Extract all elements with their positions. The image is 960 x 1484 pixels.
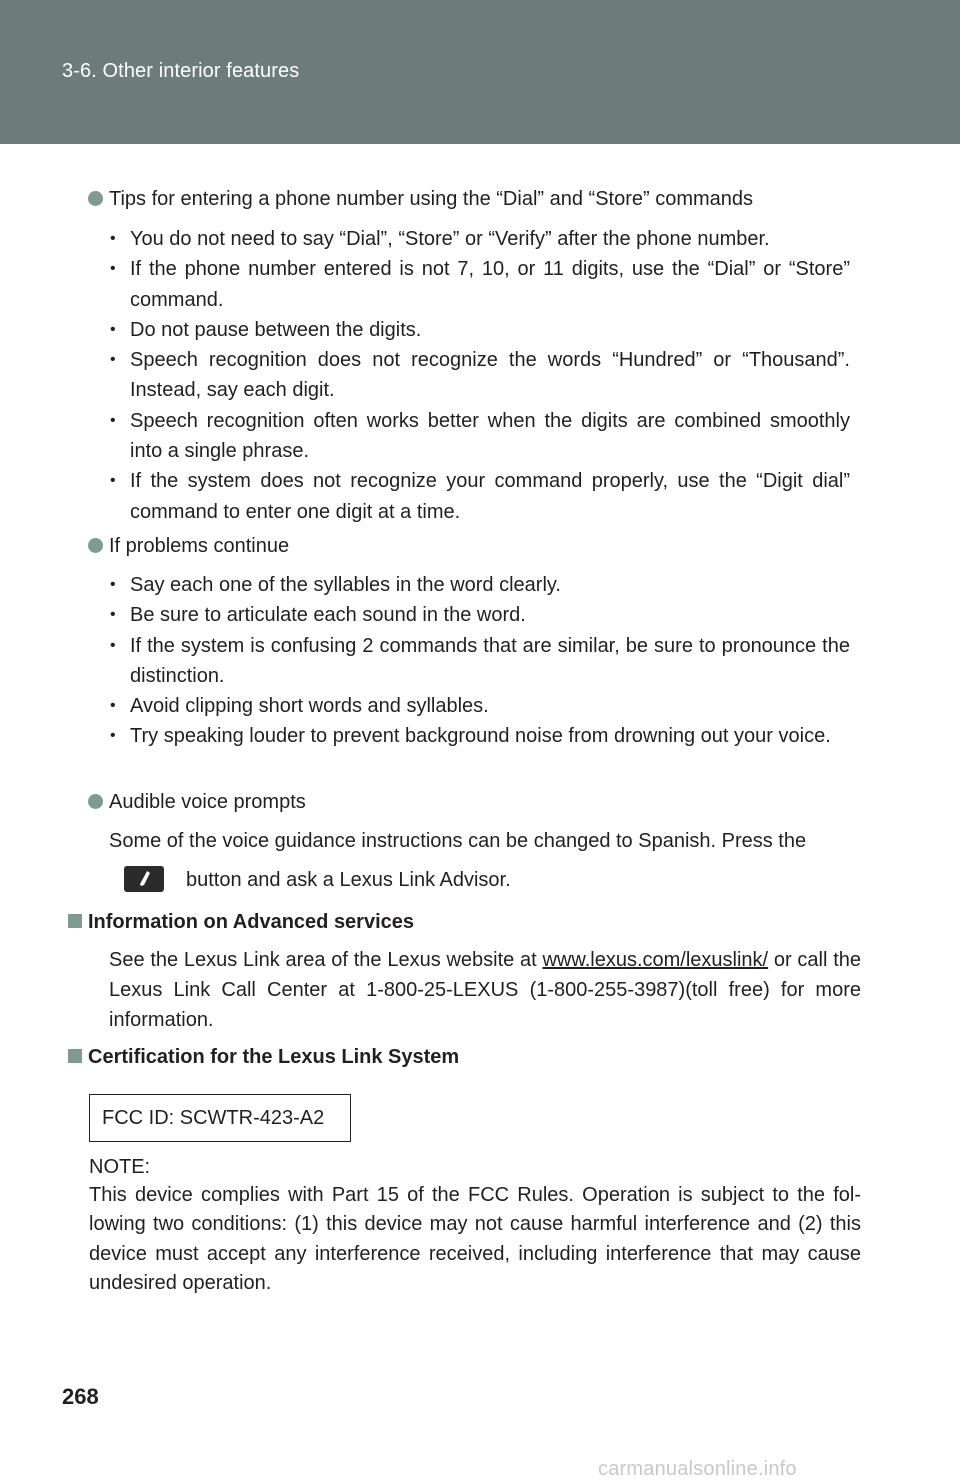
section-certification-heading-text: Certification for the Lexus Link System bbox=[88, 1046, 460, 1068]
section-tips-heading bbox=[88, 184, 753, 214]
watermark: carmanualsonline.info bbox=[598, 1458, 797, 1480]
list-item: • If the system does not recognize your command properly, use the “Digit dial” command to enter one digit at a time. bbox=[110, 466, 850, 527]
advanced-services-text bbox=[109, 945, 861, 1035]
section-voice-prompts-heading-text: Audible voice prompts bbox=[109, 791, 306, 813]
page-header bbox=[0, 0, 960, 144]
section-advanced-services-heading-text: Information on Advanced services bbox=[88, 911, 415, 933]
tips-list bbox=[110, 224, 850, 527]
list-item: • You do not need to say “Dial”, “Store” or “Verify” after the phone number. bbox=[110, 224, 850, 254]
section-voice-prompts-heading bbox=[88, 787, 306, 817]
lexus-link-url[interactable]: www.lexus.com/lexuslink/ bbox=[542, 949, 769, 971]
list-item: • If the phone number entered is not 7, 10, or 11 digits, use the “Dial” or “Store” command. bbox=[110, 254, 850, 315]
note-text: This device complies with Part 15 of the FCC Rules. Operation is subject to the fol-lowing two conditions: (1) this device may not cause harmful interference and (2) this device must accept any interference received, including interference that may cause undesired operation. bbox=[89, 1184, 861, 1294]
circle-bullet-icon bbox=[88, 191, 103, 206]
header-title: 3-6. Other interior features bbox=[62, 60, 300, 82]
section-problems-heading-text: If problems continue bbox=[109, 535, 290, 557]
section-problems-heading bbox=[88, 531, 289, 561]
voice-prompts-line1: Some of the voice guidance instructions can be changed to Spanish. Press the bbox=[109, 830, 807, 852]
list-item: • If the system is confusing 2 commands that are similar, be sure to pronounce the distinction. bbox=[110, 631, 850, 692]
list-item: • Try speaking louder to prevent background noise from drowning out your voice. bbox=[110, 721, 850, 751]
voice-prompts-line2: button and ask a Lexus Link Advisor. bbox=[186, 869, 511, 891]
section-advanced-services-heading bbox=[68, 907, 414, 937]
circle-bullet-icon bbox=[88, 794, 103, 809]
list-item: • Say each one of the syllables in the word clearly. bbox=[110, 570, 850, 600]
advanced-services-text-before: See the Lexus Link area of the Lexus website at bbox=[109, 949, 543, 971]
fcc-id-box: FCC ID: SCWTR-423-A2 bbox=[89, 1094, 351, 1142]
phone-icon bbox=[136, 870, 152, 888]
list-item: • Be sure to articulate each sound in the word. bbox=[110, 600, 850, 630]
list-item: • Do not pause between the digits. bbox=[110, 315, 850, 345]
section-tips-heading-text: Tips for entering a phone number using the “Dial” and “Store” commands bbox=[109, 188, 754, 210]
square-bullet-icon bbox=[68, 1049, 82, 1063]
circle-bullet-icon bbox=[88, 538, 103, 553]
list-item: • Avoid clipping short words and syllables. bbox=[110, 691, 850, 721]
note-label: NOTE: bbox=[89, 1156, 151, 1178]
square-bullet-icon bbox=[68, 914, 82, 928]
advanced-services-text-after: or call the Lexus Link Call Center at 1-800-25-LEXUS (1-800-255-3987)(toll free) for more information. bbox=[109, 949, 862, 1031]
list-item: • Speech recognition does not recognize the words “Hundred” or “Thousand”. Instead, say each digit. bbox=[110, 345, 850, 406]
page-number: 268 bbox=[62, 1384, 99, 1409]
list-item: • Speech recognition often works better when the digits are combined smoothly into a single phrase. bbox=[110, 406, 850, 467]
phone-button bbox=[124, 866, 164, 892]
section-certification-heading bbox=[68, 1042, 459, 1072]
problems-list bbox=[110, 570, 850, 752]
